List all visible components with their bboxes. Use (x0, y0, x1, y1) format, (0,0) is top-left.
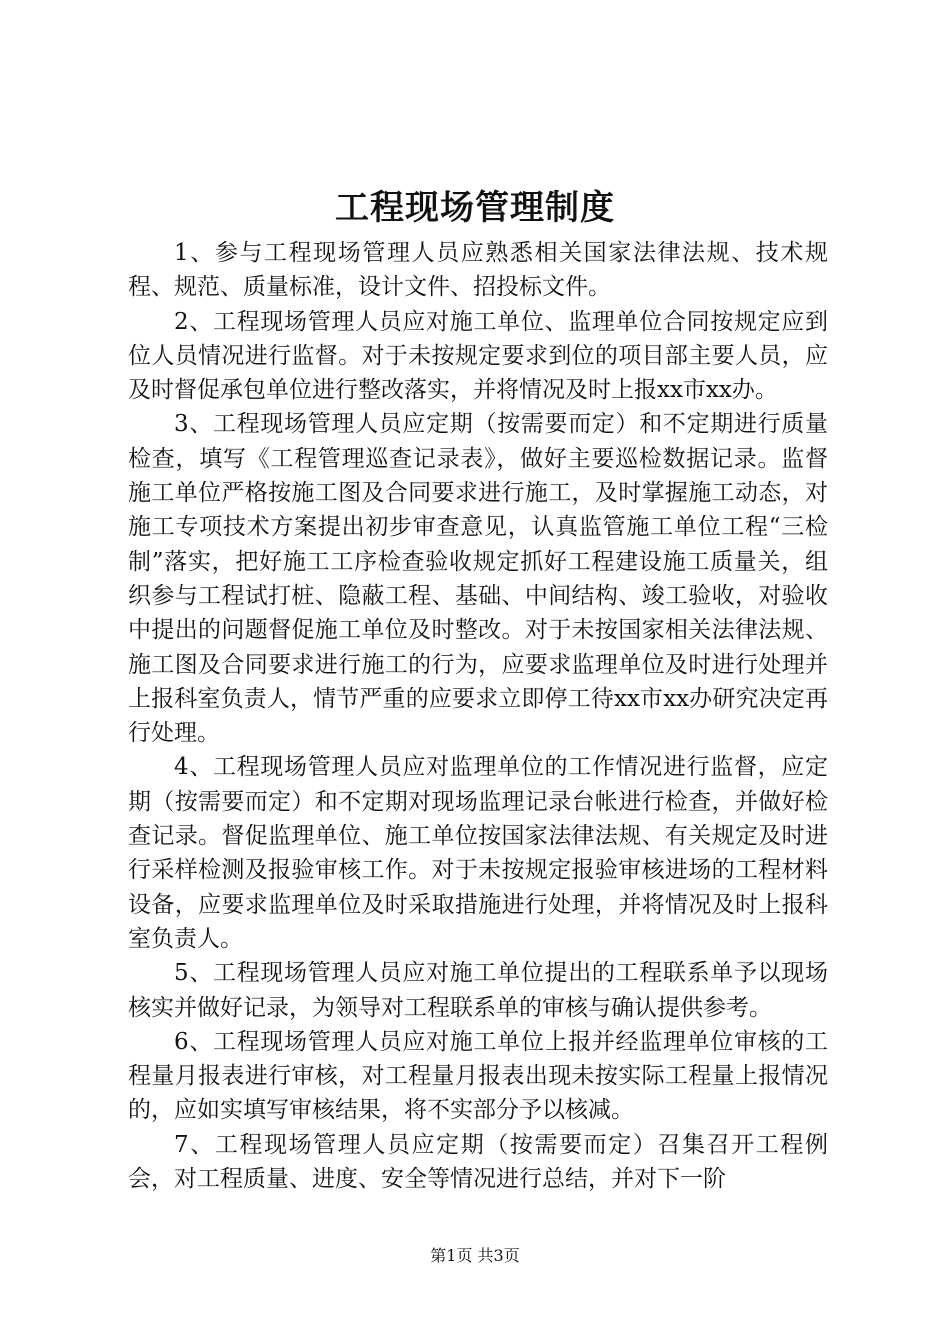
paragraph-5: 5、工程现场管理人员应对施工单位提出的工程联系单予以现场核实并做好记录，为领导对工程联系单的审核与确认提供参考。 (128, 960, 828, 1021)
document-title: 工程现场管理制度 (335, 188, 615, 228)
paragraph-3: 3、工程现场管理人员应定期（按需要而定）和不定期进行质量检查，填写《工程管理巡查记录表》，做好主要巡检数据记录。监督施工单位严格按施工图及合同要求进行施工，及时掌握施工动态，对施工专项技术方案提出初步审查意见，认真监管施工单位工程“三检制”落实，把好施工工序检查验收规定抓好工程建设施工质量关，组织参与工程试打桩、隐蔽工程、基础、中间结构、竣工验收，对验收中提出的问题督促施工单位及时整改。对于未按国家相关法律法规、施工图及合同要求进行施工的行为，应要求监理单位及时进行处理并上报科室负责人，情节严重的应要求立即停工待xx市xx办研究决定再行处理。 (128, 411, 828, 747)
page-number-footer: 第1页 共3页 (430, 1246, 520, 1265)
paragraph-2: 2、工程现场管理人员应对施工单位、监理单位合同按规定应到位人员情况进行监督。对于未按规定要求到位的项目部主要人员，应及时督促承包单位进行整改落实，并将情况及时上报xx市xx办。 (128, 308, 828, 404)
document-body (128, 236, 828, 1196)
paragraph-4: 4、工程现场管理人员应对监理单位的工作情况进行监督，应定期（按需要而定）和不定期对现场监理记录台帐进行检查，并做好检查记录。督促监理单位、施工单位按国家法律法规、有关规定及时进行采样检测及报验审核工作。对于未按规定报验审核进场的工程材料设备，应要求监理单位及时采取措施进行处理，并将情况及时上报科室负责人。 (128, 754, 828, 952)
paragraph-6: 6、工程现场管理人员应对施工单位上报并经监理单位审核的工程量月报表进行审核，对工程量月报表出现未按实际工程量上报情况的，应如实填写审核结果，将不实部分予以核减。 (128, 1028, 828, 1124)
paragraph-1: 1、参与工程现场管理人员应熟悉相关国家法律法规、技术规程、规范、质量标准，设计文件、招投标文件。 (128, 240, 828, 301)
paragraph-7: 7、工程现场管理人员应定期（按需要而定）召集召开工程例会，对工程质量、进度、安全等情况进行总结，并对下一阶 (128, 1131, 828, 1193)
